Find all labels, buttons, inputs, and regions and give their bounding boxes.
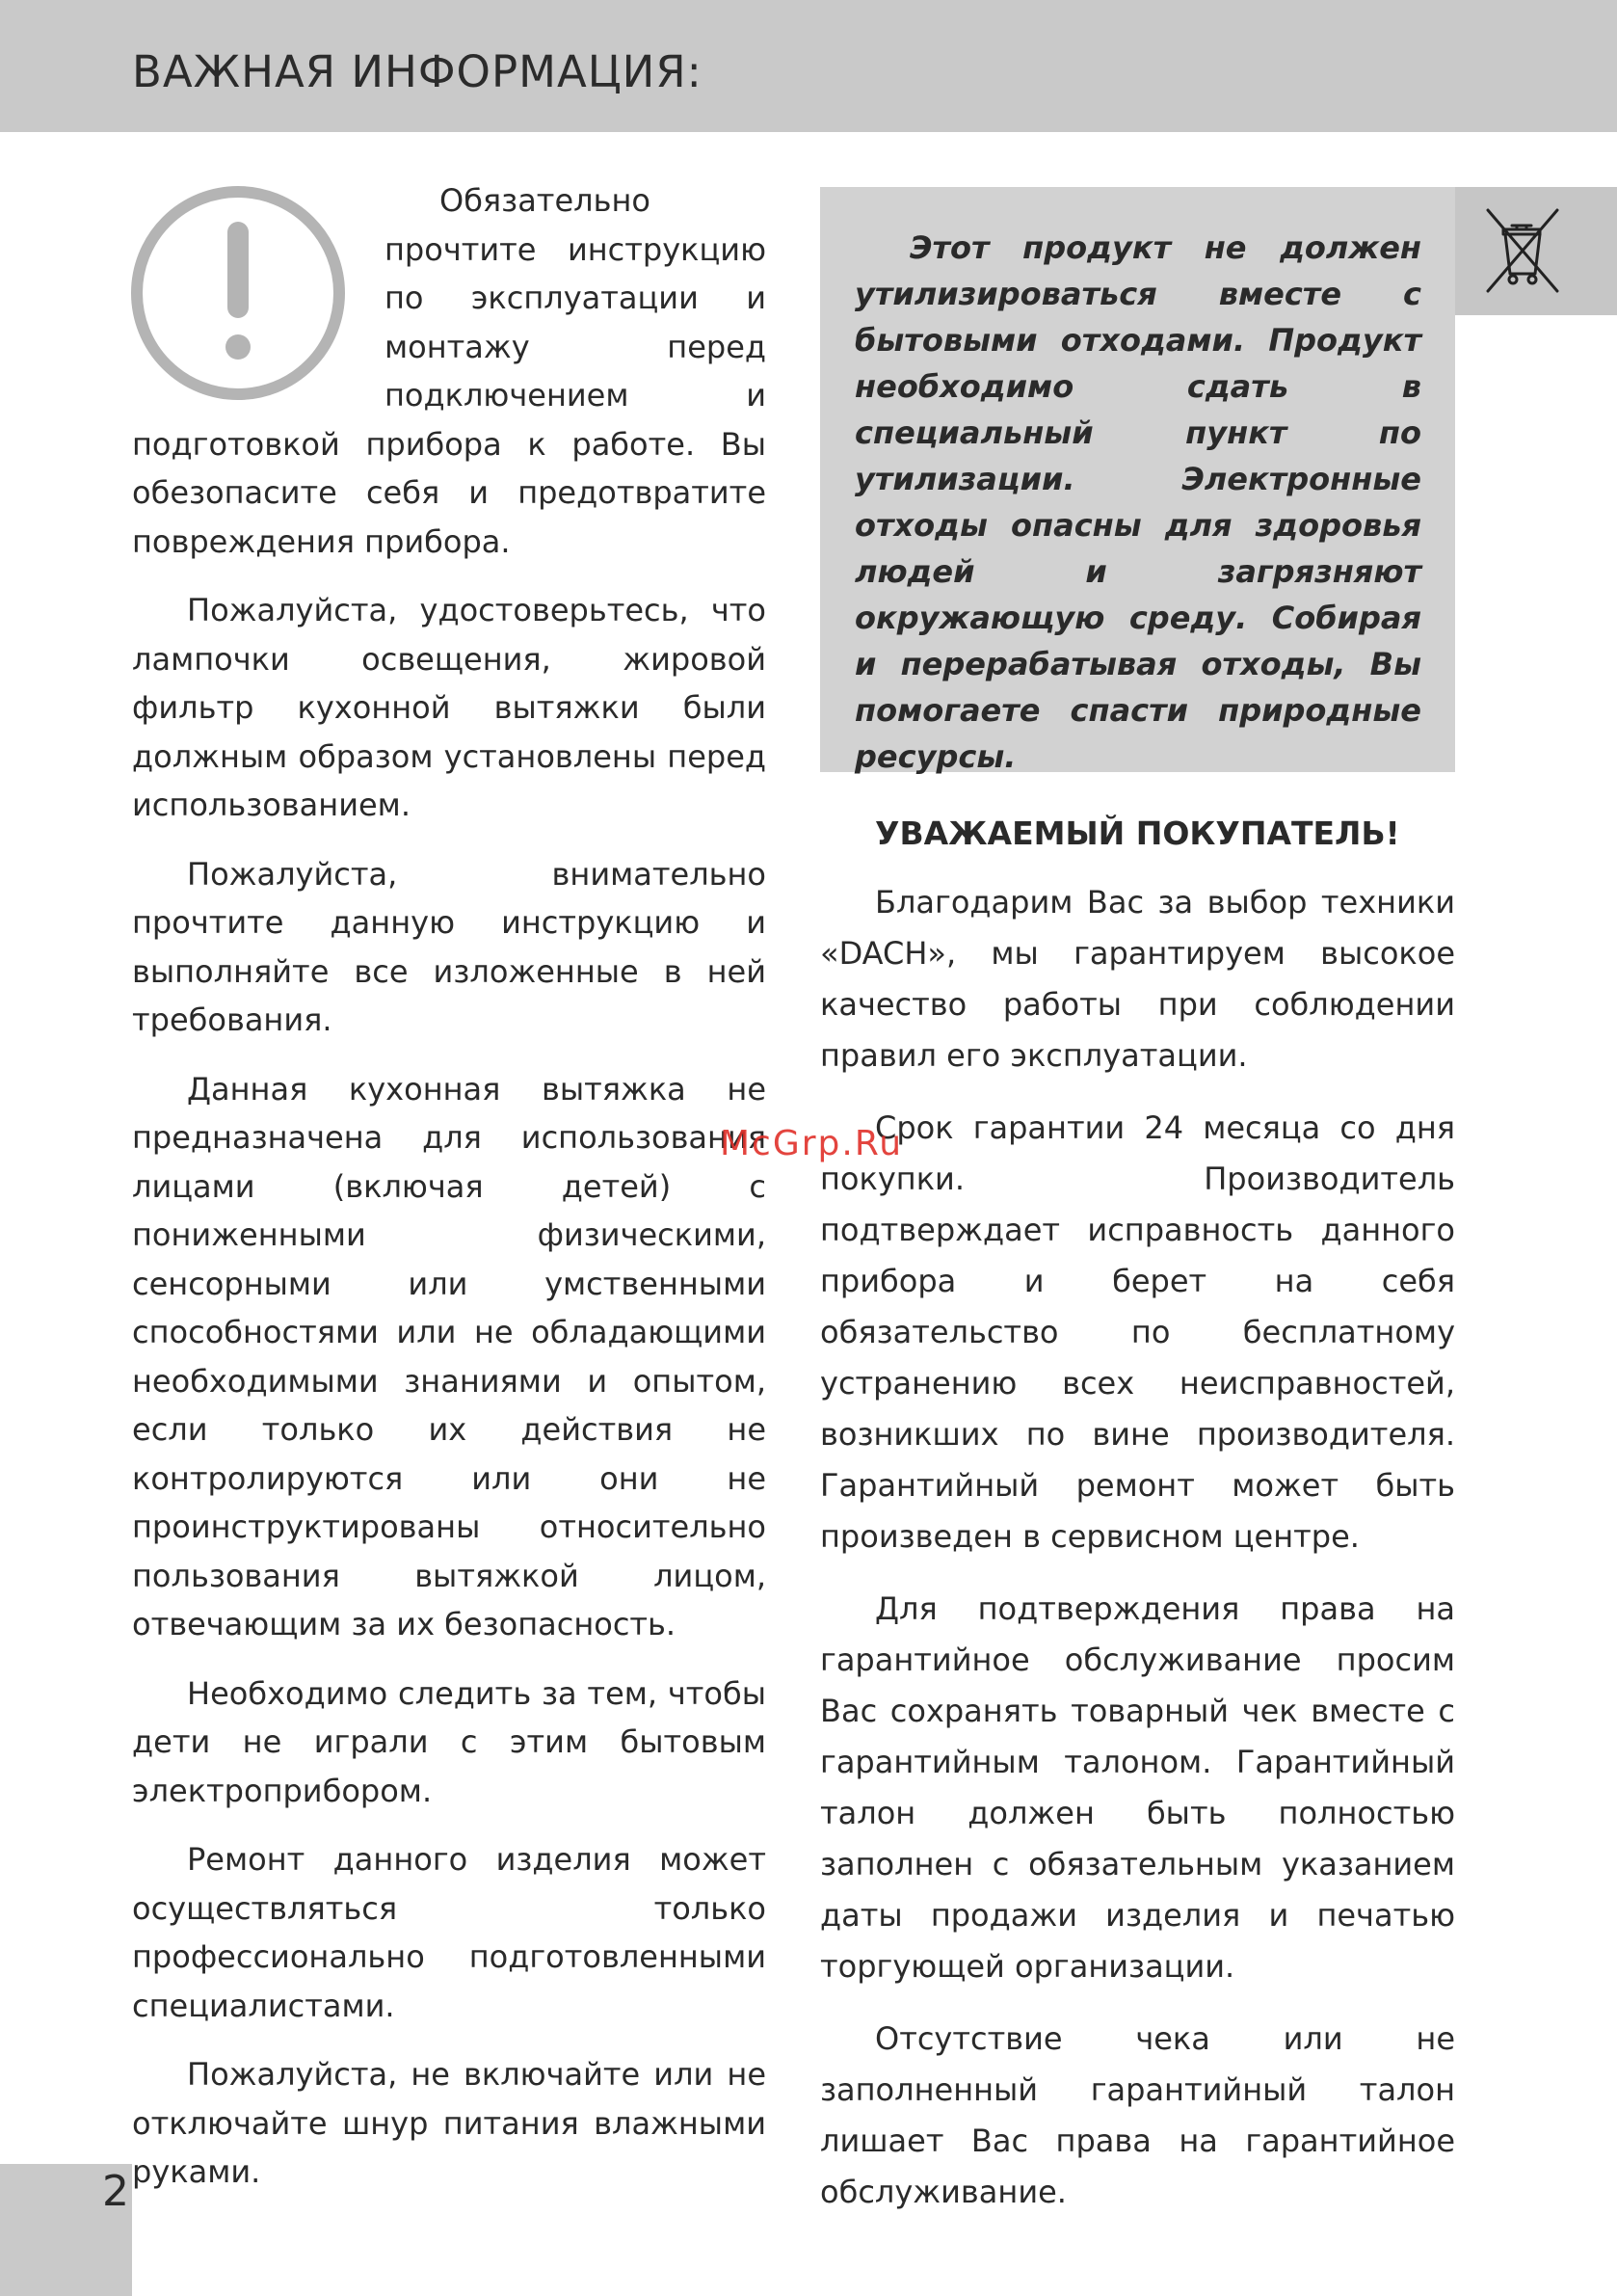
left-paragraph-3: Данная кухонная вытяжка не предназначена для использования лицами (включая детей) с пониженными физическими, сенсорными или умственными способностями или не обладающими необходимыми знаниями и опытом, если только их действия не контролируются или они не проинструктированы относительно пользования вытяжкой лицом, отвечающим за их безопасность. [132, 1070, 766, 1642]
left-paragraph-4: Необходимо следить за тем, чтобы дети не играли с этим бытовым электроприбором. [132, 1674, 766, 1809]
disposal-notice-box [820, 187, 1455, 775]
customer-heading: УВАЖАЕМЫЙ ПОКУПАТЕЛЬ! [875, 814, 1400, 852]
intro-text: Обязательно прочтите инструкцию по эксплуатации и монтажу перед подключением и подготовкой прибора к работе. Вы обезопасите себя и предотвратите повреждения прибора. [132, 182, 766, 560]
disposal-notice-text: Этот продукт не должен утилизироваться вместе с бытовыми отходами. Продукт необходимо сдать в специальный пункт по утилизации. Электронные отходы опасны для здоровья людей и загрязняют окружающую среду. Собирая и перерабатывая отходы, Вы помогаете спасти природные ресурсы. [855, 229, 1421, 775]
left-paragraph-2: Пожалуйста, внимательно прочтите данную инструкцию и выполняйте все изложенные в ней требования. [132, 855, 766, 1038]
page-number: 2 [102, 2167, 129, 2216]
exclamation-circle-icon [128, 183, 348, 403]
left-paragraph-5: Ремонт данного изделия может осуществляться только профессионально подготовленными специалистами. [132, 1841, 766, 2024]
page-title: ВАЖНАЯ ИНФОРМАЦИЯ: [132, 46, 702, 97]
right-paragraph-3: Для подтверждения права на гарантийное обслуживание просим Вас сохранять товарный чек вместе с гарантийным талоном. Гарантийный талон должен быть полностью заполнен с обязательным указанием даты продажи изделия и печатью торгующей организации. [820, 1590, 1455, 1985]
right-paragraph-1: Благодарим Вас за выбор техники «DACH», мы гарантируем высокое качество работы при соблюдении правил его эксплуатации. [820, 884, 1455, 1074]
crossed-out-wheelie-bin-icon [1476, 204, 1569, 297]
left-column [132, 176, 766, 2217]
right-column [820, 810, 1455, 2239]
header-bar [0, 0, 1617, 132]
left-paragraph-1: Пожалуйста, удостоверьтесь, что лампочки освещения, жировой фильтр кухонной вытяжки были должным образом установлены перед использованием. [132, 592, 766, 823]
recycle-tab [1455, 187, 1617, 315]
right-paragraph-2: Срок гарантии 24 месяца со дня покупки. Производитель подтверждает исправность данного прибора и берет на себя обязательство по бесплатному устранению всех неисправностей, возникших по вине производителя. Гарантийный ремонт может быть произведен в сервисном центре. [820, 1109, 1455, 1555]
left-paragraph-6: Пожалуйста, не включайте или не отключайте шнур питания влажными руками. [132, 2056, 766, 2190]
right-paragraph-4: Отсутствие чека или не заполненный гарантийный талон лишает Вас права на гарантийное обслуживание. [820, 2020, 1455, 2210]
watermark: McGrp.Ru [720, 1124, 904, 1163]
